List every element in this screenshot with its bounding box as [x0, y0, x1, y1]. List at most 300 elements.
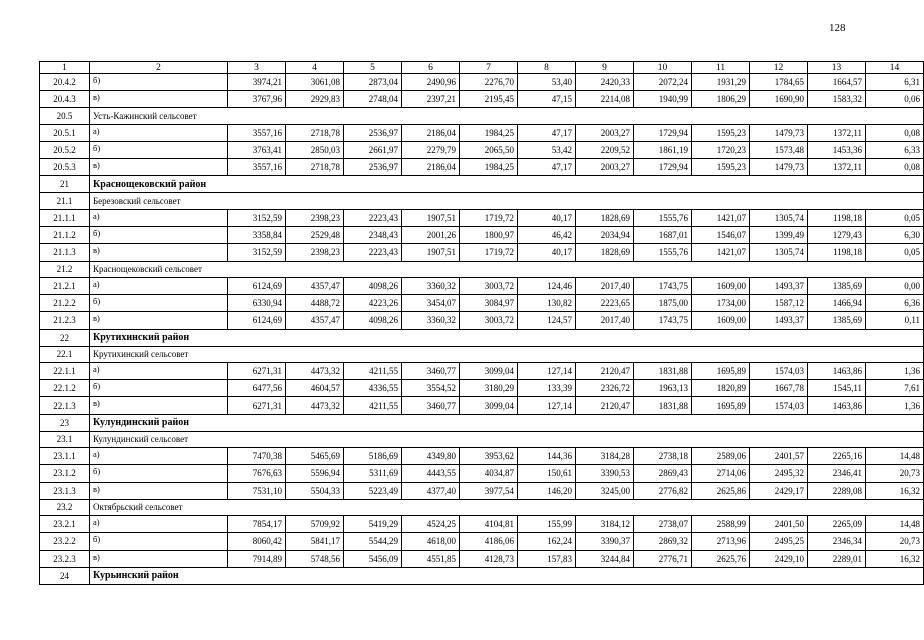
value-cell: 1198,18 [808, 209, 866, 226]
value-cell: 0,08 [866, 159, 924, 176]
table-row [40, 363, 924, 380]
variant-label: а) [90, 209, 228, 226]
value-cell: 4524,25 [402, 516, 460, 533]
value-cell: 5456,09 [344, 550, 402, 567]
value-cell: 2017,40 [576, 312, 634, 329]
table-row [40, 124, 924, 141]
value-cell: 3360,32 [402, 278, 460, 295]
value-cell: 2738,18 [634, 448, 692, 465]
value-cell: 2529,48 [286, 227, 344, 244]
header-row [40, 62, 924, 74]
value-cell: 2186,04 [402, 124, 460, 141]
value-cell: 1305,74 [750, 209, 808, 226]
value-cell: 3454,07 [402, 295, 460, 312]
variant-label: в) [90, 91, 228, 108]
region-name: Кулундинский район [90, 414, 924, 431]
row-code: 21.1 [40, 193, 90, 210]
value-cell: 0,06 [866, 91, 924, 108]
table-row [40, 244, 924, 261]
section-row [40, 499, 924, 516]
value-cell: 2738,07 [634, 516, 692, 533]
value-cell: 3977,54 [460, 482, 518, 499]
value-cell: 2346,34 [808, 533, 866, 550]
value-cell: 2289,08 [808, 482, 866, 499]
value-cell: 2209,52 [576, 142, 634, 159]
value-cell: 6271,31 [228, 397, 286, 414]
value-cell: 2748,04 [344, 91, 402, 108]
row-code: 23.1 [40, 431, 90, 448]
value-cell: 3003,72 [460, 312, 518, 329]
value-cell: 1479,73 [750, 159, 808, 176]
value-cell: 3358,84 [228, 227, 286, 244]
value-cell: 2536,97 [344, 124, 402, 141]
region-name: Курьинский район [90, 567, 924, 584]
value-cell: 2065,50 [460, 142, 518, 159]
value-cell: 8060,42 [228, 533, 286, 550]
value-cell: 2401,57 [750, 448, 808, 465]
table-body [40, 62, 924, 585]
value-cell: 2034,94 [576, 227, 634, 244]
page-number: 128 [829, 22, 846, 34]
row-code: 22.1.2 [40, 380, 90, 397]
tariff-table [39, 61, 924, 585]
value-cell: 4223,26 [344, 295, 402, 312]
value-cell: 40,17 [518, 209, 576, 226]
table-row [40, 533, 924, 550]
value-cell: 4336,55 [344, 380, 402, 397]
value-cell: 2495,25 [750, 533, 808, 550]
value-cell: 1729,94 [634, 124, 692, 141]
value-cell: 2397,21 [402, 91, 460, 108]
value-cell: 1609,00 [692, 278, 750, 295]
value-cell: 1743,75 [634, 312, 692, 329]
value-cell: 7,61 [866, 380, 924, 397]
value-cell: 2714,06 [692, 465, 750, 482]
value-cell: 7914,89 [228, 550, 286, 567]
row-code: 23 [40, 414, 90, 431]
value-cell: 53,40 [518, 74, 576, 91]
value-cell: 2495,32 [750, 465, 808, 482]
value-cell: 4034,87 [460, 465, 518, 482]
value-cell: 1664,57 [808, 74, 866, 91]
row-code: 21.1.3 [40, 244, 90, 261]
value-cell: 0,00 [866, 278, 924, 295]
section-name: Березовский сельсовет [90, 193, 924, 210]
value-cell: 1198,18 [808, 244, 866, 261]
table-row [40, 482, 924, 499]
region-row [40, 414, 924, 431]
value-cell: 1695,89 [692, 363, 750, 380]
region-name: Крутихинский район [90, 329, 924, 346]
value-cell: 2120,47 [576, 397, 634, 414]
section-row [40, 431, 924, 448]
value-cell: 1479,73 [750, 124, 808, 141]
value-cell: 3557,16 [228, 124, 286, 141]
value-cell: 3360,32 [402, 312, 460, 329]
value-cell: 1463,86 [808, 363, 866, 380]
variant-label: в) [90, 482, 228, 499]
value-cell: 47,17 [518, 124, 576, 141]
section-name: Краснощековский сельсовет [90, 261, 924, 278]
value-cell: 6124,69 [228, 312, 286, 329]
value-cell: 1875,00 [634, 295, 692, 312]
value-cell: 4104,81 [460, 516, 518, 533]
value-cell: 1279,43 [808, 227, 866, 244]
value-cell: 1820,89 [692, 380, 750, 397]
value-cell: 3152,59 [228, 209, 286, 226]
value-cell: 1984,25 [460, 124, 518, 141]
value-cell: 1687,01 [634, 227, 692, 244]
row-code: 23.2 [40, 499, 90, 516]
value-cell: 0,08 [866, 124, 924, 141]
value-cell: 6,31 [866, 74, 924, 91]
row-code: 23.1.3 [40, 482, 90, 499]
value-cell: 1729,94 [634, 159, 692, 176]
section-row [40, 346, 924, 363]
value-cell: 2625,86 [692, 482, 750, 499]
value-cell: 2661,97 [344, 142, 402, 159]
table-row [40, 142, 924, 159]
variant-label: б) [90, 227, 228, 244]
value-cell: 2186,04 [402, 159, 460, 176]
value-cell: 4128,73 [460, 550, 518, 567]
value-cell: 3180,29 [460, 380, 518, 397]
value-cell: 1828,69 [576, 209, 634, 226]
value-cell: 2536,97 [344, 159, 402, 176]
region-row [40, 567, 924, 584]
row-code: 23.2.1 [40, 516, 90, 533]
value-cell: 127,14 [518, 397, 576, 414]
value-cell: 2625,76 [692, 550, 750, 567]
value-cell: 2869,32 [634, 533, 692, 550]
value-cell: 144,36 [518, 448, 576, 465]
value-cell: 1,36 [866, 397, 924, 414]
region-row [40, 176, 924, 193]
value-cell: 3557,16 [228, 159, 286, 176]
value-cell: 3003,72 [460, 278, 518, 295]
value-cell: 1385,69 [808, 312, 866, 329]
value-cell: 6,36 [866, 295, 924, 312]
value-cell: 4618,00 [402, 533, 460, 550]
value-cell: 3390,37 [576, 533, 634, 550]
value-cell: 14,48 [866, 516, 924, 533]
value-cell: 2776,82 [634, 482, 692, 499]
section-name: Усть-Кажинский сельсовет [90, 108, 924, 125]
value-cell: 5419,29 [344, 516, 402, 533]
value-cell: 2326,72 [576, 380, 634, 397]
value-cell: 2398,23 [286, 209, 344, 226]
value-cell: 2869,43 [634, 465, 692, 482]
value-cell: 1984,25 [460, 159, 518, 176]
variant-label: в) [90, 159, 228, 176]
table-row [40, 448, 924, 465]
row-code: 23.2.2 [40, 533, 90, 550]
value-cell: 133,39 [518, 380, 576, 397]
value-cell: 20,73 [866, 533, 924, 550]
value-cell: 1800,97 [460, 227, 518, 244]
value-cell: 1784,65 [750, 74, 808, 91]
value-cell: 155,99 [518, 516, 576, 533]
value-cell: 124,46 [518, 278, 576, 295]
value-cell: 6271,31 [228, 363, 286, 380]
value-cell: 1667,78 [750, 380, 808, 397]
value-cell: 2401,50 [750, 516, 808, 533]
value-cell: 1573,48 [750, 142, 808, 159]
value-cell: 0,05 [866, 209, 924, 226]
section-row [40, 193, 924, 210]
table-row [40, 516, 924, 533]
value-cell: 53,42 [518, 142, 576, 159]
value-cell: 5709,92 [286, 516, 344, 533]
value-cell: 5596,94 [286, 465, 344, 482]
column-header: 14 [866, 62, 924, 74]
value-cell: 3184,28 [576, 448, 634, 465]
value-cell: 3099,04 [460, 363, 518, 380]
row-code: 21.2.3 [40, 312, 90, 329]
value-cell: 3084,97 [460, 295, 518, 312]
value-cell: 2223,65 [576, 295, 634, 312]
value-cell: 127,14 [518, 363, 576, 380]
value-cell: 1695,89 [692, 397, 750, 414]
column-header: 11 [692, 62, 750, 74]
value-cell: 5748,56 [286, 550, 344, 567]
value-cell: 5311,69 [344, 465, 402, 482]
value-cell: 1574,03 [750, 363, 808, 380]
value-cell: 0,11 [866, 312, 924, 329]
value-cell: 1720,23 [692, 142, 750, 159]
row-code: 20.4.3 [40, 91, 90, 108]
table-row [40, 209, 924, 226]
value-cell: 4186,06 [460, 533, 518, 550]
column-header: 6 [402, 62, 460, 74]
table-row [40, 278, 924, 295]
row-code: 21.2.1 [40, 278, 90, 295]
value-cell: 2214,08 [576, 91, 634, 108]
value-cell: 4377,40 [402, 482, 460, 499]
value-cell: 4604,57 [286, 380, 344, 397]
value-cell: 2223,43 [344, 244, 402, 261]
value-cell: 2265,09 [808, 516, 866, 533]
value-cell: 3460,77 [402, 397, 460, 414]
value-cell: 1372,11 [808, 124, 866, 141]
value-cell: 1734,00 [692, 295, 750, 312]
value-cell: 3244,84 [576, 550, 634, 567]
value-cell: 1963,13 [634, 380, 692, 397]
value-cell: 124,57 [518, 312, 576, 329]
value-cell: 1545,11 [808, 380, 866, 397]
section-row [40, 108, 924, 125]
value-cell: 2265,16 [808, 448, 866, 465]
value-cell: 2223,43 [344, 209, 402, 226]
variant-label: б) [90, 142, 228, 159]
column-header: 9 [576, 62, 634, 74]
column-header: 12 [750, 62, 808, 74]
value-cell: 1595,23 [692, 159, 750, 176]
value-cell: 1595,23 [692, 124, 750, 141]
value-cell: 1305,74 [750, 244, 808, 261]
variant-label: б) [90, 465, 228, 482]
value-cell: 1583,32 [808, 91, 866, 108]
value-cell: 6477,56 [228, 380, 286, 397]
value-cell: 3152,59 [228, 244, 286, 261]
column-header: 13 [808, 62, 866, 74]
table-row [40, 295, 924, 312]
table-row [40, 380, 924, 397]
value-cell: 2003,27 [576, 124, 634, 141]
value-cell: 3245,00 [576, 482, 634, 499]
value-cell: 2588,99 [692, 516, 750, 533]
value-cell: 2776,71 [634, 550, 692, 567]
value-cell: 1421,07 [692, 209, 750, 226]
variant-label: а) [90, 363, 228, 380]
column-header: 3 [228, 62, 286, 74]
value-cell: 6124,69 [228, 278, 286, 295]
column-header: 10 [634, 62, 692, 74]
variant-label: в) [90, 312, 228, 329]
value-cell: 1463,86 [808, 397, 866, 414]
value-cell: 2850,03 [286, 142, 344, 159]
value-cell: 4098,26 [344, 312, 402, 329]
row-code: 23.1.2 [40, 465, 90, 482]
value-cell: 1587,12 [750, 295, 808, 312]
value-cell: 4357,47 [286, 312, 344, 329]
value-cell: 2420,33 [576, 74, 634, 91]
value-cell: 1493,37 [750, 312, 808, 329]
value-cell: 40,17 [518, 244, 576, 261]
row-code: 21 [40, 176, 90, 193]
variant-label: б) [90, 295, 228, 312]
value-cell: 146,20 [518, 482, 576, 499]
value-cell: 2017,40 [576, 278, 634, 295]
value-cell: 20,73 [866, 465, 924, 482]
value-cell: 3099,04 [460, 397, 518, 414]
value-cell: 5841,17 [286, 533, 344, 550]
row-code: 20.5 [40, 108, 90, 125]
row-code: 21.1.2 [40, 227, 90, 244]
value-cell: 46,42 [518, 227, 576, 244]
column-header: 4 [286, 62, 344, 74]
value-cell: 1719,72 [460, 209, 518, 226]
section-row [40, 261, 924, 278]
value-cell: 2718,78 [286, 159, 344, 176]
value-cell: 3184,12 [576, 516, 634, 533]
value-cell: 5223,49 [344, 482, 402, 499]
variant-label: б) [90, 380, 228, 397]
value-cell: 1493,37 [750, 278, 808, 295]
value-cell: 1907,51 [402, 244, 460, 261]
column-header: 2 [90, 62, 228, 74]
row-code: 20.4.2 [40, 74, 90, 91]
table-row [40, 312, 924, 329]
column-header: 5 [344, 62, 402, 74]
value-cell: 4211,55 [344, 397, 402, 414]
variant-label: а) [90, 516, 228, 533]
value-cell: 1555,76 [634, 209, 692, 226]
value-cell: 3460,77 [402, 363, 460, 380]
value-cell: 47,15 [518, 91, 576, 108]
value-cell: 7531,10 [228, 482, 286, 499]
value-cell: 7854,17 [228, 516, 286, 533]
value-cell: 2348,43 [344, 227, 402, 244]
value-cell: 16,32 [866, 482, 924, 499]
value-cell: 2276,70 [460, 74, 518, 91]
value-cell: 2346,41 [808, 465, 866, 482]
column-header: 7 [460, 62, 518, 74]
section-name: Крутихинский сельсовет [90, 346, 924, 363]
variant-label: б) [90, 533, 228, 550]
value-cell: 2713,96 [692, 533, 750, 550]
table-row [40, 397, 924, 414]
row-code: 24 [40, 567, 90, 584]
value-cell: 2072,24 [634, 74, 692, 91]
section-name: Октябрьский сельсовет [90, 499, 924, 516]
value-cell: 5465,69 [286, 448, 344, 465]
value-cell: 4357,47 [286, 278, 344, 295]
value-cell: 4488,72 [286, 295, 344, 312]
value-cell: 157,83 [518, 550, 576, 567]
value-cell: 1385,69 [808, 278, 866, 295]
variant-label: а) [90, 278, 228, 295]
value-cell: 4473,32 [286, 363, 344, 380]
value-cell: 1453,36 [808, 142, 866, 159]
value-cell: 1931,29 [692, 74, 750, 91]
value-cell: 4098,26 [344, 278, 402, 295]
row-code: 20.5.1 [40, 124, 90, 141]
value-cell: 1546,07 [692, 227, 750, 244]
value-cell: 2001,26 [402, 227, 460, 244]
row-code: 22.1.1 [40, 363, 90, 380]
value-cell: 1831,88 [634, 397, 692, 414]
value-cell: 4473,32 [286, 397, 344, 414]
value-cell: 4211,55 [344, 363, 402, 380]
value-cell: 1609,00 [692, 312, 750, 329]
value-cell: 2289,01 [808, 550, 866, 567]
value-cell: 47,17 [518, 159, 576, 176]
region-name: Краснощековский район [90, 176, 924, 193]
section-name: Кулундинский сельсовет [90, 431, 924, 448]
value-cell: 3554,52 [402, 380, 460, 397]
value-cell: 150,61 [518, 465, 576, 482]
value-cell: 4443,55 [402, 465, 460, 482]
value-cell: 3061,08 [286, 74, 344, 91]
variant-label: в) [90, 550, 228, 567]
value-cell: 2003,27 [576, 159, 634, 176]
value-cell: 5504,33 [286, 482, 344, 499]
table-row [40, 550, 924, 567]
column-header: 1 [40, 62, 90, 74]
variant-label: а) [90, 124, 228, 141]
row-code: 21.2 [40, 261, 90, 278]
value-cell: 1907,51 [402, 209, 460, 226]
table-row [40, 74, 924, 91]
value-cell: 6,33 [866, 142, 924, 159]
value-cell: 7676,63 [228, 465, 286, 482]
row-code: 20.5.3 [40, 159, 90, 176]
value-cell: 130,82 [518, 295, 576, 312]
value-cell: 2429,10 [750, 550, 808, 567]
value-cell: 3974,21 [228, 74, 286, 91]
value-cell: 1555,76 [634, 244, 692, 261]
value-cell: 1372,11 [808, 159, 866, 176]
value-cell: 2718,78 [286, 124, 344, 141]
variant-label: а) [90, 448, 228, 465]
value-cell: 14,48 [866, 448, 924, 465]
table-row [40, 465, 924, 482]
value-cell: 2490,96 [402, 74, 460, 91]
value-cell: 1,36 [866, 363, 924, 380]
value-cell: 0,05 [866, 244, 924, 261]
value-cell: 3953,62 [460, 448, 518, 465]
